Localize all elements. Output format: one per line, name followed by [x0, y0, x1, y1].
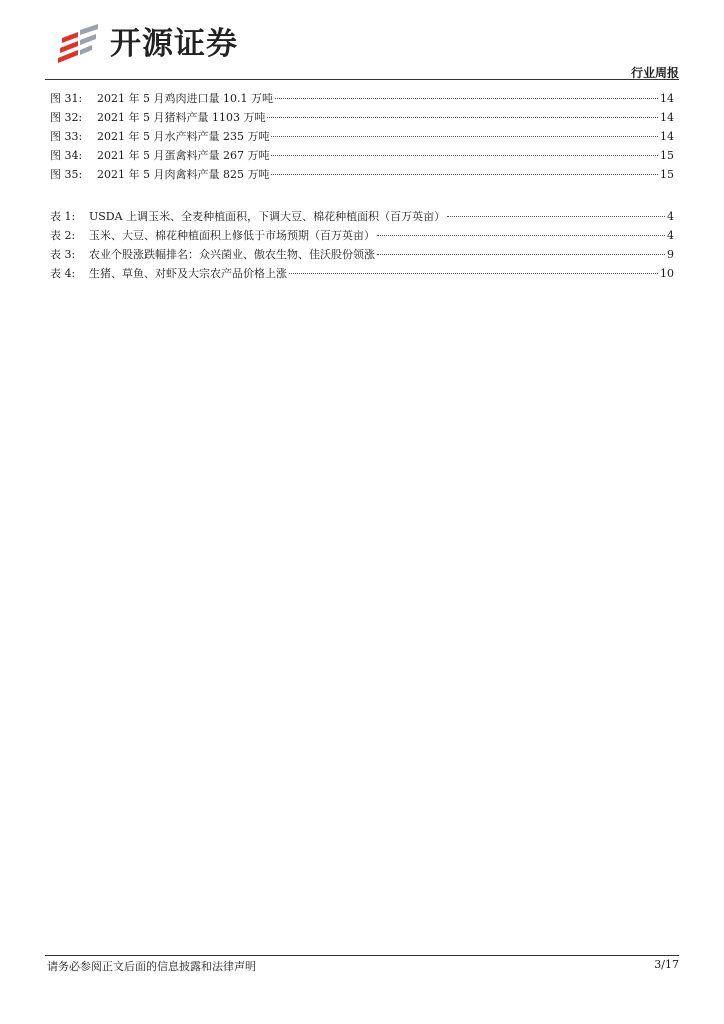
toc-entry-number: 表 3: — [50, 248, 76, 261]
toc-entry-number: 图 32: — [50, 111, 83, 124]
toc-entry-title: 玉米、大豆、棉花种植面积上修低于市场预期（百万英亩） — [89, 229, 375, 242]
footer-divider — [45, 955, 679, 956]
brand-name: 开源证券 — [110, 26, 238, 62]
toc-entry-number: 表 2: — [50, 229, 76, 242]
toc-entry-page: 4 — [667, 210, 674, 223]
toc-leader-dots — [275, 87, 658, 99]
brand-logo — [58, 22, 278, 66]
toc-leader-dots — [271, 125, 658, 137]
toc-entry-title: 生猪、草鱼、对虾及大宗农产品价格上涨 — [89, 267, 287, 280]
toc-entry-number: 表 1: — [50, 210, 76, 223]
toc-entry-page: 14 — [660, 92, 674, 105]
toc-leader-dots — [271, 163, 658, 175]
toc-entry-number: 图 35: — [50, 168, 83, 181]
table-list — [50, 207, 674, 283]
toc-entry-page: 15 — [660, 168, 674, 181]
toc-entry-table-4[interactable] — [50, 264, 674, 283]
toc-leader-dots — [267, 106, 658, 118]
toc-entry-title: 2021 年 5 月水产料产量 235 万吨 — [97, 130, 270, 143]
toc-entry-number: 图 34: — [50, 149, 83, 162]
toc-leader-dots — [447, 205, 665, 217]
toc-entry-number: 图 33: — [50, 130, 83, 143]
toc-leader-dots — [377, 224, 665, 236]
toc-entry-page: 4 — [667, 229, 674, 242]
toc-entry-title: USDA 上调玉米、全麦种植面积，下调大豆、棉花种植面积（百万英亩） — [89, 210, 446, 223]
kaiyuan-logo-icon — [58, 24, 102, 64]
toc-entry-page: 15 — [660, 149, 674, 162]
page-number: 3/17 — [654, 958, 679, 971]
toc-entry-page: 14 — [660, 130, 674, 143]
toc-entry-title: 2021 年 5 月鸡肉进口量 10.1 万吨 — [97, 92, 273, 105]
toc-entry-figure-35[interactable] — [50, 165, 674, 184]
toc-entry-title: 农业个股涨跌幅排名：众兴菌业、傲农生物、佳沃股份领涨 — [89, 248, 375, 261]
toc-leader-dots — [271, 144, 658, 156]
toc-entry-title: 2021 年 5 月猪料产量 1103 万吨 — [97, 111, 266, 124]
toc-leader-dots — [289, 262, 658, 274]
toc-entry-number: 图 31: — [50, 92, 83, 105]
report-type-label: 行业周报 — [630, 66, 679, 80]
footer-disclaimer: 请务必参阅正文后面的信息披露和法律声明 — [47, 960, 256, 973]
figure-list — [50, 89, 674, 184]
page-header — [0, 0, 724, 82]
header-divider — [45, 79, 679, 80]
toc-entry-title: 2021 年 5 月蛋禽料产量 267 万吨 — [97, 149, 270, 162]
toc-entry-title: 2021 年 5 月肉禽料产量 825 万吨 — [97, 168, 270, 181]
toc-entry-page: 14 — [660, 111, 674, 124]
toc-entry-page: 10 — [660, 267, 674, 280]
toc-entry-number: 表 4: — [50, 267, 76, 280]
toc-entry-page: 9 — [667, 248, 674, 261]
toc-leader-dots — [377, 243, 665, 255]
